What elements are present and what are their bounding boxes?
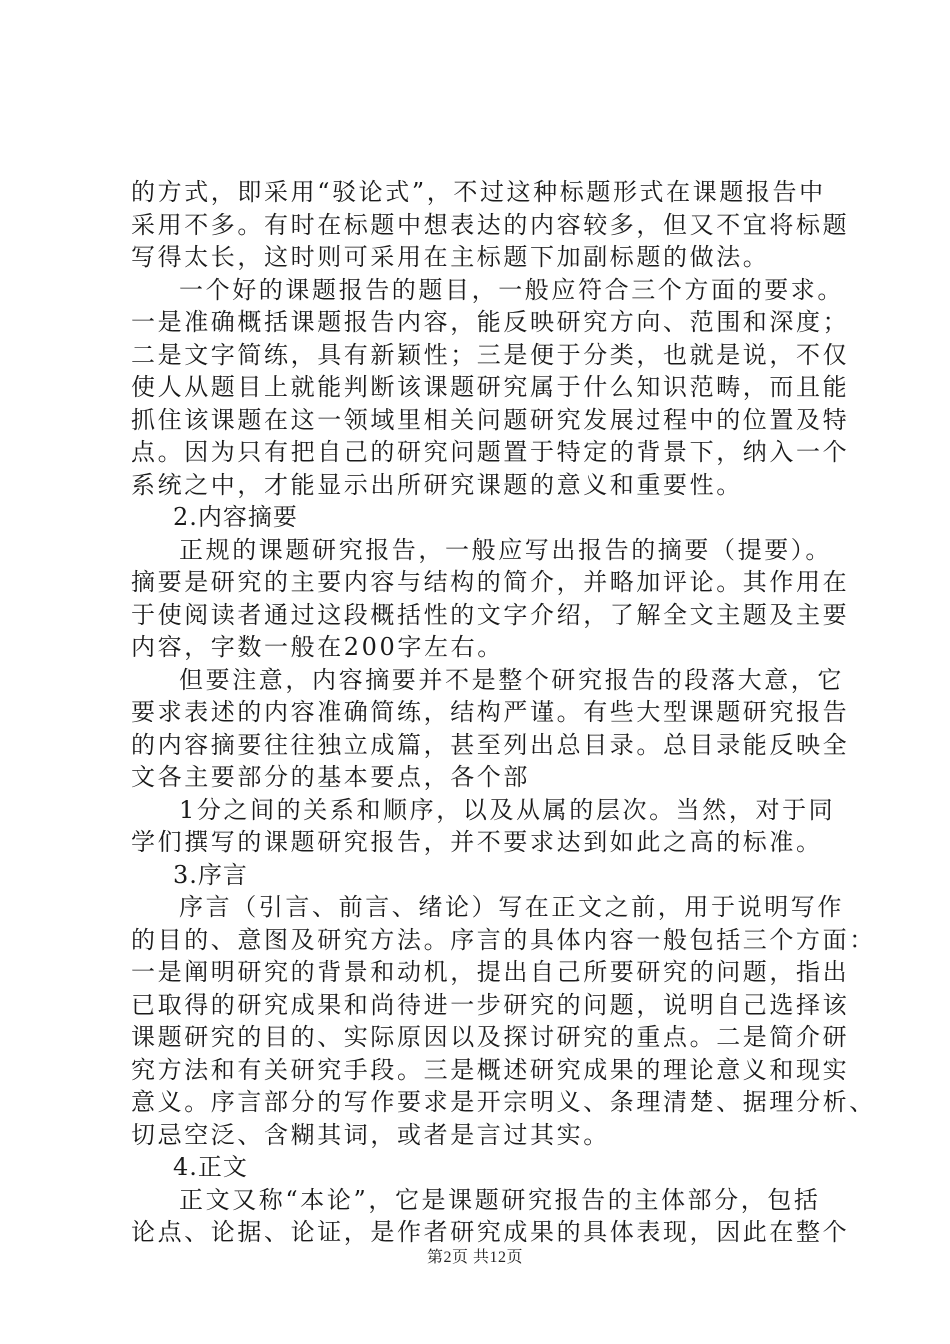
page-number-footer: 第2页 共12页 [426, 1249, 523, 1266]
text-line: 于使阅读者通过这段概括性的文字介绍，了解全文主题及主要 [131, 600, 850, 629]
text-line: 学们撰写的课题研究报告，并不要求达到如此之高的标准。 [131, 828, 823, 856]
text-line: 抓住该课题在这一领域里相关问题研究发展过程中的位置及特 [131, 405, 850, 434]
text-line: 一是阐明研究的背景和动机，提出自己所要研究的问题，指出 [131, 958, 850, 986]
paragraph-first-line: 正规的课题研究报告，一般应写出报告的摘要（提要）。 [179, 535, 832, 564]
text-line: 意义。序言部分的写作要求是开宗明义、条理清楚、据理分析、 [131, 1088, 876, 1116]
paragraph-first-line: 一个好的课题报告的题目，一般应符合三个方面的要求。 [179, 275, 844, 304]
text-line: 内容，字数一般在200字左右。 [131, 633, 504, 661]
paragraph-first-line: 但要注意，内容摘要并不是整个研究报告的段落大意，它 [179, 665, 844, 694]
text-line: 的内容摘要往往独立成篇，甚至列出总目录。总目录能反映全 [131, 730, 850, 759]
text-line: 写得太长，这时则可采用在主标题下加副标题的做法。 [131, 243, 770, 271]
section-heading: 4.正文 [173, 1153, 248, 1181]
text-line: 课题研究的目的、实际原因以及探讨研究的重点。二是简介研 [131, 1023, 850, 1051]
text-line: 论点、论据、论证，是作者研究成果的具体表现，因此在整个 [131, 1218, 850, 1246]
text-line: 切忌空泛、含糊其词，或者是言过其实。 [131, 1120, 610, 1149]
text-line: 文各主要部分的基本要点，各个部 [131, 763, 530, 791]
text-line: 摘要是研究的主要内容与结构的简介，并略加评论。其作用在 [131, 568, 850, 596]
text-line: 系统之中，才能显示出所研究课题的意义和重要性。 [131, 470, 743, 499]
text-line: 要求表述的内容准确简练，结构严谨。有些大型课题研究报告 [131, 698, 850, 726]
text-line: 已取得的研究成果和尚待进一步研究的问题，说明自己选择该 [131, 990, 850, 1019]
paragraph-first-line: 序言（引言、前言、绪论）写在正文之前，用于说明写作 [179, 893, 844, 921]
paragraph-first-line: 1分之间的关系和顺序，以及从属的层次。当然，对于同 [179, 795, 836, 824]
paragraph-first-line: 正文又称“本论”，它是课题研究报告的主体部分，包括 [179, 1185, 821, 1214]
text-line: 采用不多。有时在标题中想表达的内容较多，但又不宜将标题 [131, 210, 850, 239]
text-line: 的方式，即采用“驳论式”，不过这种标题形式在课题报告中 [131, 178, 826, 206]
document-body [131, 176, 876, 1249]
text-line: 使人从题目上就能判断该课题研究属于什么知识范畴，而且能 [131, 373, 850, 401]
text-line: 一是准确概括课题报告内容，能反映研究方向、范围和深度； [131, 308, 850, 336]
section-heading: 2.内容摘要 [173, 503, 298, 531]
section-heading: 3.序言 [173, 860, 248, 889]
text-line: 的目的、意图及研究方法。序言的具体内容一般包括三个方面： [131, 925, 876, 954]
text-line: 究方法和有关研究手段。三是概述研究成果的理论意义和现实 [131, 1055, 850, 1084]
text-line: 二是文字简练，具有新颖性；三是便于分类，也就是说，不仅 [131, 340, 850, 369]
text-line: 点。因为只有把自己的研究问题置于特定的背景下，纳入一个 [131, 438, 850, 466]
